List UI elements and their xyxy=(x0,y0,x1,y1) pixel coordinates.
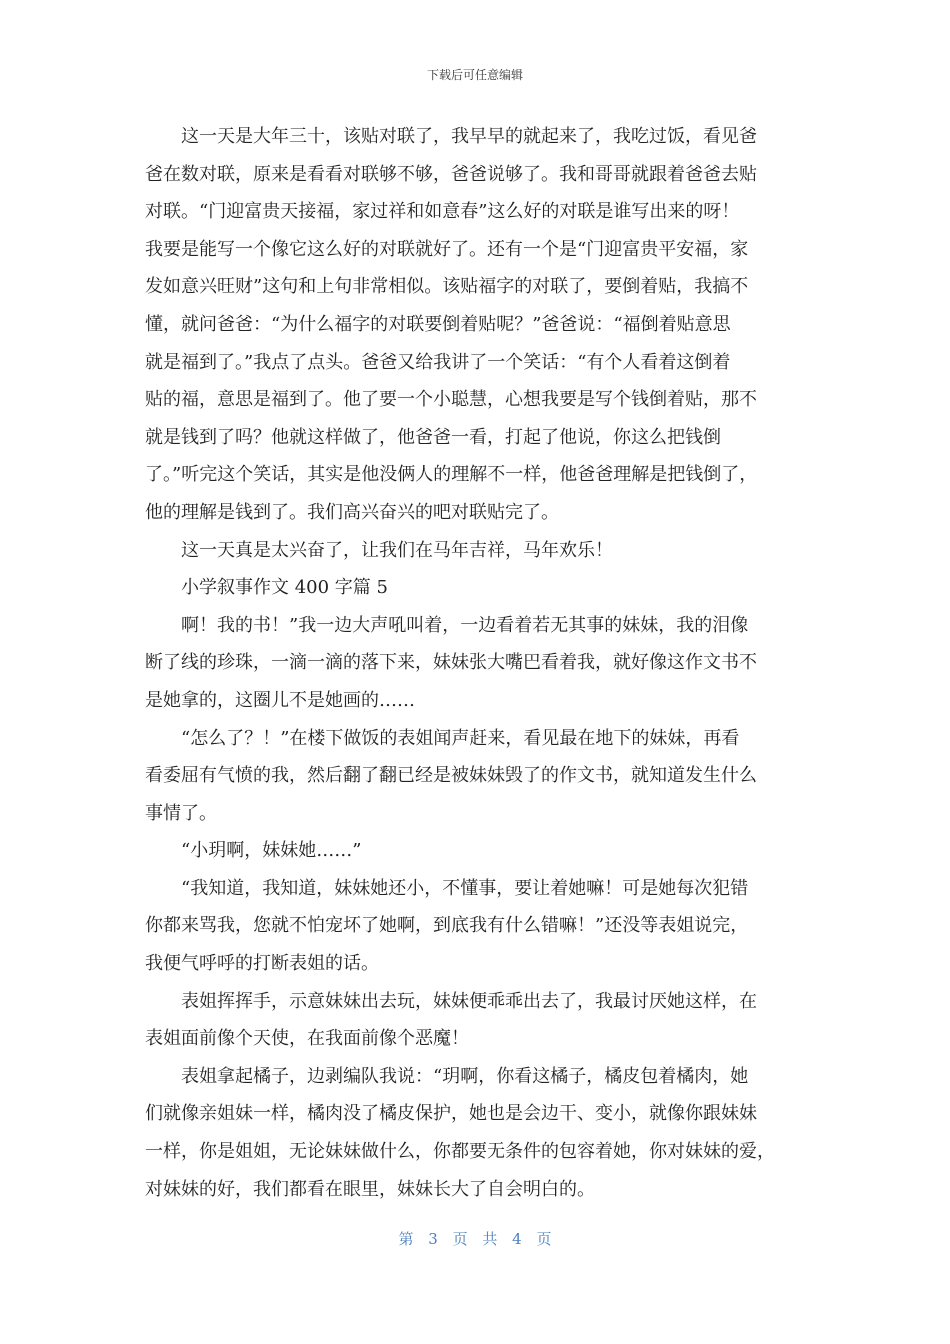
text-line: 是她拿的，这圈儿不是她画的…… xyxy=(145,689,415,711)
text-line: 啊！我的书！”我一边大声吼叫着，一边看着若无其事的妹妹，我的泪像 xyxy=(181,614,749,636)
text-line: 表姐拿起橘子，边剥编队我说：“玥啊，你看这橘子，橘皮包着橘肉，她 xyxy=(181,1065,749,1087)
text-line: 这一天真是太兴奋了，让我们在马年吉祥，马年欢乐！ xyxy=(181,539,613,561)
page-header: 下载后可任意编辑 xyxy=(426,68,523,82)
text-line: 对联。“门迎富贵天接福，家过祥和如意春”这么好的对联是谁写出来的呀！ xyxy=(145,201,740,223)
text-line: 表姐挥挥手，示意妹妹出去玩，妹妹便乖乖出去了，我最讨厌她这样，在 xyxy=(181,990,757,1012)
text-line: 断了线的珍珠，一滴一滴的落下来，妹妹张大嘴巴看着我，就好像这作文书不 xyxy=(145,652,757,674)
text-line: 发如意兴旺财”这句和上句非常相似。该贴福字的对联了，要倒着贴，我搞不 xyxy=(145,276,749,298)
text-line: 对妹妹的好，我们都看在眼里，妹妹长大了自会明白的。 xyxy=(145,1178,595,1200)
text-line: 贴的福，意思是福到了。他了要一个小聪慧，心想我要是写个钱倒着贴，那不 xyxy=(145,389,757,411)
text-line: “小玥啊，妹妹她……” xyxy=(181,840,362,862)
text-line: 就是钱到了吗？他就这样做了，他爸爸一看，打起了他说，你这么把钱倒 xyxy=(145,426,721,448)
text-line: 你都来骂我，您就不怕宠坏了她啊，到底我有什么错嘛！”还没等表姐说完， xyxy=(145,915,749,937)
text-line: 表姐面前像个天使，在我面前像个恶魔！ xyxy=(145,1028,469,1050)
text-line: 看委屈有气愤的我，然后翻了翻已经是被妹妹毁了的作文书，就知道发生什么 xyxy=(145,765,757,787)
text-line: 小学叙事作文 400 字篇 5 xyxy=(181,577,388,599)
text-line: 们就像亲姐妹一样，橘肉没了橘皮保护，她也是会边干、变小，就像你跟妹妹 xyxy=(145,1103,757,1125)
page-footer: 第 3 页 共 4 页 xyxy=(398,1230,552,1248)
document-body xyxy=(145,118,810,1208)
text-line: 懂，就问爸爸：“为什么福字的对联要倒着贴呢？”爸爸说：“福倒着贴意思 xyxy=(145,313,731,335)
text-line: 这一天是大年三十，该贴对联了，我早早的就起来了，我吃过饭，看见爸 xyxy=(181,126,757,147)
text-line: 就是福到了。”我点了点头。爸爸又给我讲了一个笑话：“有个人看着这倒着 xyxy=(145,351,731,373)
text-line: 事情了。 xyxy=(145,802,217,824)
text-line: 他的理解是钱到了。我们高兴奋兴的吧对联贴完了。 xyxy=(145,501,559,523)
text-line: “我知道，我知道，妹妹她还小，不懂事，要让着她嘛！可是她每次犯错 xyxy=(181,877,749,899)
text-line: “怎么了？！”在楼下做饭的表姐闻声赶来，看见最在地下的妹妹，再看 xyxy=(181,727,740,749)
text-line: 我要是能写一个像它这么好的对联就好了。还有一个是“门迎富贵平安福，家 xyxy=(145,238,749,260)
text-line: 爸在数对联，原来是看看对联够不够，爸爸说够了。我和哥哥就跟着爸爸去贴 xyxy=(145,163,757,185)
text-line: 我便气呼呼的打断表姐的话。 xyxy=(145,953,379,975)
text-line: 一样，你是姐姐，无论妹妹做什么，你都要无条件的包容着她，你对妹妹的爱， xyxy=(145,1141,775,1163)
text-line: 了。”听完这个笑话，其实是他没俩人的理解不一样，他爸爸理解是把钱倒了， xyxy=(145,464,758,486)
